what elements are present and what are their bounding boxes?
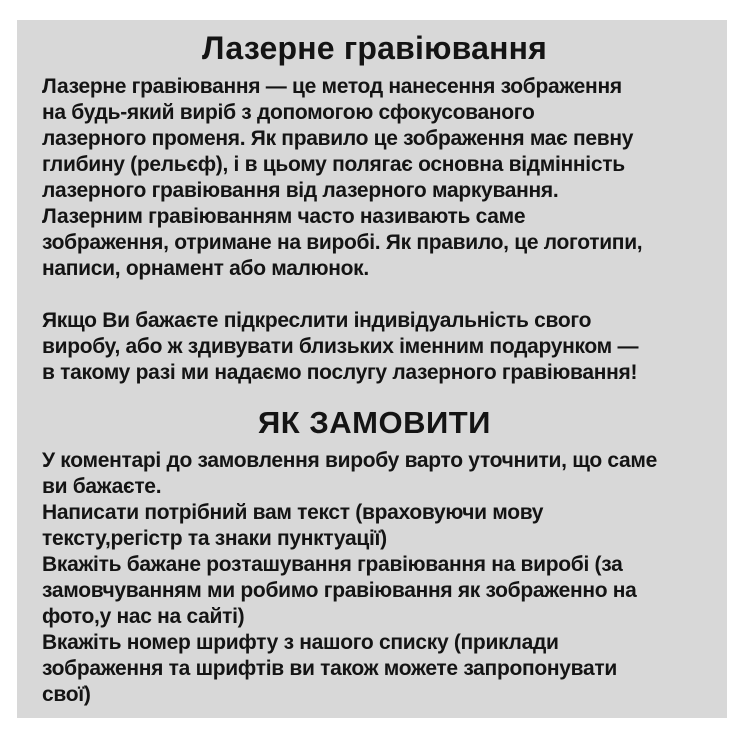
- text-line: Вкажіть номер шрифту з нашого списку (приклади: [42, 631, 559, 654]
- offer-paragraph: [42, 308, 707, 386]
- text-line: ви бажаєте.: [42, 475, 162, 498]
- order-paragraph: [42, 448, 707, 708]
- text-line: Лазерним гравіюванням часто називають саме: [42, 205, 526, 228]
- text-line: Написати потрібний вам текст (враховуючи мову: [42, 501, 544, 524]
- text-line: написи, орнамент або малюнок.: [42, 257, 369, 280]
- text-line: лазерного променя. Як правило це зображення має певну: [42, 127, 634, 150]
- text-line: виробу, або ж здивувати близьких іменним подарунком —: [42, 335, 639, 358]
- text-line: зображення, отримане на виробі. Як правило, це логотипи,: [42, 231, 643, 254]
- text-line: Лазерне гравіювання — це метод нанесення зображення: [42, 75, 622, 98]
- text-line: тексту,регістр та знаки пунктуації): [42, 527, 387, 550]
- text-line: зображення та шрифтів ви також можете запропонувати: [42, 657, 617, 680]
- section-heading: ЯК ЗАМОВИТИ: [258, 405, 491, 440]
- text-line: в такому разі ми надаємо послугу лазерного гравіювання!: [42, 361, 638, 384]
- text-line: замовчуванням ми робимо гравіювання як зображенно на: [42, 579, 637, 602]
- text-line: Вкажіть бажане розташування гравіювання на виробі (за: [42, 553, 623, 576]
- text-line: свої): [42, 683, 91, 706]
- text-line: Якщо Ви бажаєте підкреслити індивідуальність свого: [42, 309, 592, 332]
- text-line: фото,у нас на сайті): [42, 605, 245, 628]
- content-panel: [17, 20, 727, 718]
- text-line: глибину (рельєф), і в цьому полягає основна відмінність: [42, 153, 625, 176]
- text-line: на будь-який виріб з допомогою сфокусованого: [42, 101, 535, 124]
- page-title: Лазерне гравіювання: [201, 30, 548, 66]
- text-line: лазерного гравіювання від лазерного маркування.: [42, 179, 559, 202]
- text-line: У коментарі до замовлення виробу варто уточнити, що саме: [42, 449, 658, 472]
- intro-paragraph: [42, 74, 707, 282]
